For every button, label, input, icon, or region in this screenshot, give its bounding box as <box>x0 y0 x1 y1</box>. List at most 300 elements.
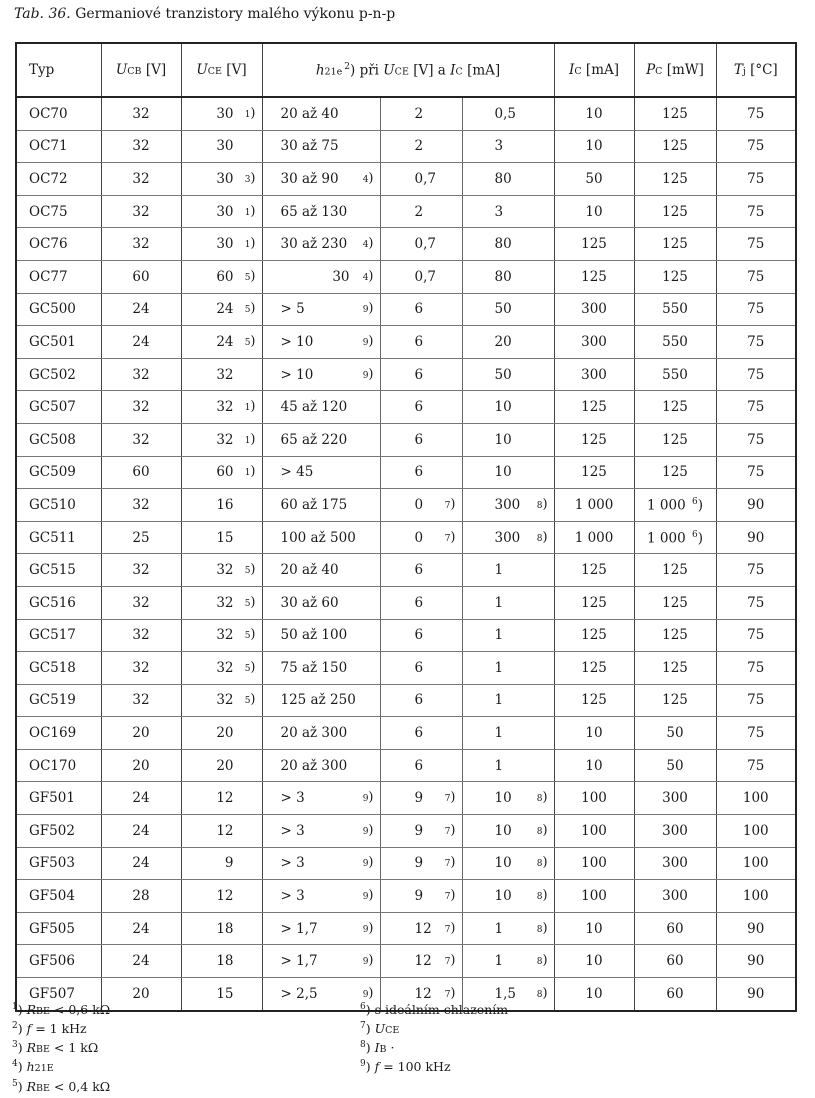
table-row <box>16 749 796 782</box>
cell-uce: 16 <box>181 489 262 522</box>
footnote-ref: 5 ) <box>245 334 256 349</box>
footnote-ref: 7 ) <box>445 529 456 544</box>
cell-ic: 300 <box>554 293 634 326</box>
cell-pc: 125 <box>634 163 716 196</box>
cell-h21e: 20 až 300 <box>262 749 380 782</box>
cell-ucb: 32 <box>101 358 181 391</box>
footnote-ref: 1 ) <box>245 464 256 479</box>
table-row <box>16 782 796 815</box>
cell-uce: 12 <box>181 815 262 848</box>
cell-tj: 75 <box>716 163 796 196</box>
cell-ucb: 32 <box>101 391 181 424</box>
footnote-ref: 9 ) <box>363 366 374 381</box>
footnote-ref: 9 ) <box>363 986 374 1001</box>
cell-h-uce: 6 <box>380 391 462 424</box>
footnote-ref: 9 ) <box>363 953 374 968</box>
table-row <box>16 717 796 750</box>
cell-ucb: 32 <box>101 130 181 163</box>
cell-h-uce: 9 7 ) <box>380 782 462 815</box>
cell-tj: 75 <box>716 684 796 717</box>
footnote-ref: 4 ) <box>363 171 374 186</box>
footnote-ref: 6 <box>691 529 698 540</box>
cell-h-uce: 6 <box>380 586 462 619</box>
cell-h-uce: 6 <box>380 293 462 326</box>
cell-typ: GC516 <box>16 586 101 619</box>
cell-uce: 30 1 ) <box>181 195 262 228</box>
footnote-ref: 8 ) <box>537 920 548 935</box>
cell-ic: 125 <box>554 554 634 587</box>
cell-pc: 60 <box>634 978 716 1011</box>
table-row <box>16 228 796 261</box>
table-row <box>16 880 796 913</box>
cell-h-ic: 50 <box>462 293 554 326</box>
cell-h-uce: 6 <box>380 619 462 652</box>
cell-h21e: > 3 9 ) <box>262 847 380 880</box>
cell-h-ic: 10 <box>462 423 554 456</box>
cell-h21e: > 10 9 ) <box>262 326 380 359</box>
footnote-ref: 9 ) <box>363 855 374 870</box>
cell-ucb: 24 <box>101 847 181 880</box>
cell-pc: 125 <box>634 228 716 261</box>
cell-h-uce: 6 <box>380 358 462 391</box>
cell-h-ic: 1 <box>462 717 554 750</box>
cell-h-uce: 0,7 <box>380 260 462 293</box>
cell-tj: 75 <box>716 97 796 130</box>
footnotes-right <box>360 1000 508 1077</box>
cell-typ: GC508 <box>16 423 101 456</box>
cell-typ: GF501 <box>16 782 101 815</box>
cell-ic: 100 <box>554 880 634 913</box>
footnote-ref: 7 ) <box>445 920 456 935</box>
cell-uce: 18 <box>181 945 262 978</box>
cell-h-ic: 10 8 ) <box>462 847 554 880</box>
cell-pc: 125 <box>634 619 716 652</box>
footnote-ref: 7 ) <box>445 888 456 903</box>
cell-tj: 75 <box>716 260 796 293</box>
cell-ic: 125 <box>554 228 634 261</box>
cell-ucb: 24 <box>101 293 181 326</box>
cell-h-uce: 2 <box>380 195 462 228</box>
cell-tj: 75 <box>716 293 796 326</box>
cell-h21e: 30 až 90 4 ) <box>262 163 380 196</box>
cell-typ: GF505 <box>16 912 101 945</box>
cell-tj: 90 <box>716 912 796 945</box>
cell-typ: OC70 <box>16 97 101 130</box>
cell-typ: GC502 <box>16 358 101 391</box>
cell-pc: 125 <box>634 586 716 619</box>
cell-uce: 20 <box>181 749 262 782</box>
cell-ucb: 32 <box>101 554 181 587</box>
cell-h-ic: 1 <box>462 586 554 619</box>
cell-uce: 9 <box>181 847 262 880</box>
table-row <box>16 195 796 228</box>
table-row <box>16 97 796 130</box>
cell-uce: 30 1 ) <box>181 97 262 130</box>
cell-typ: GC500 <box>16 293 101 326</box>
cell-tj: 75 <box>716 652 796 685</box>
cell-pc: 60 <box>634 945 716 978</box>
cell-h-ic: 50 <box>462 358 554 391</box>
cell-ic: 10 <box>554 945 634 978</box>
footnote-ref: 9 ) <box>363 301 374 316</box>
cell-typ: GC515 <box>16 554 101 587</box>
table-row <box>16 586 796 619</box>
cell-h21e: 45 až 120 <box>262 391 380 424</box>
footnotes-left <box>12 1000 110 1096</box>
cell-pc: 60 <box>634 912 716 945</box>
cell-ic: 100 <box>554 847 634 880</box>
cell-ic: 10 <box>554 749 634 782</box>
cell-ucb: 32 <box>101 619 181 652</box>
footnote: $^6$) s ideálním chlazením <box>360 1002 509 1018</box>
cell-pc: 125 <box>634 130 716 163</box>
cell-uce: 24 5 ) <box>181 293 262 326</box>
cell-h-ic: 80 <box>462 228 554 261</box>
footnote: $^9$) f = 100 kHz <box>360 1059 451 1075</box>
cell-tj: 75 <box>716 749 796 782</box>
table-row <box>16 456 796 489</box>
footnote-ref: 1 ) <box>245 203 256 218</box>
cell-typ: OC77 <box>16 260 101 293</box>
cell-h21e: > 3 9 ) <box>262 880 380 913</box>
cell-h-ic: 1 <box>462 684 554 717</box>
cell-pc: 125 <box>634 456 716 489</box>
cell-pc: 1 000 $^6$) <box>634 489 716 522</box>
cell-tj: 75 <box>716 228 796 261</box>
cell-ic: 300 <box>554 358 634 391</box>
cell-tj: 90 <box>716 489 796 522</box>
cell-typ: OC72 <box>16 163 101 196</box>
table-row <box>16 619 796 652</box>
cell-tj: 90 <box>716 945 796 978</box>
cell-uce: 32 <box>181 358 262 391</box>
table-row <box>16 684 796 717</box>
cell-pc: 125 <box>634 652 716 685</box>
cell-pc: 50 <box>634 717 716 750</box>
cell-h-ic: 1 <box>462 749 554 782</box>
footnote-ref: 5 ) <box>245 594 256 609</box>
cell-pc: 300 <box>634 880 716 913</box>
cell-uce: 15 <box>181 521 262 554</box>
cell-ucb: 20 <box>101 749 181 782</box>
cell-uce: 32 1 ) <box>181 391 262 424</box>
cell-tj: 75 <box>716 130 796 163</box>
cell-h-uce: 9 7 ) <box>380 847 462 880</box>
cell-uce: 30 1 ) <box>181 228 262 261</box>
cell-uce: 18 <box>181 912 262 945</box>
cell-typ: GC509 <box>16 456 101 489</box>
cell-typ: OC170 <box>16 749 101 782</box>
footnote-ref: 4 ) <box>363 269 374 284</box>
cell-ic: 10 <box>554 97 634 130</box>
cell-h21e: 125 až 250 <box>262 684 380 717</box>
cell-h-uce: 0,7 <box>380 163 462 196</box>
footnote: $^7$) UCE <box>360 1021 400 1037</box>
cell-h-ic: 1,5 8 ) <box>462 978 554 1011</box>
footnote-ref: 8 ) <box>537 986 548 1001</box>
cell-pc: 125 <box>634 684 716 717</box>
header-row <box>16 43 796 97</box>
table-body <box>16 97 796 1011</box>
cell-tj: 75 <box>716 619 796 652</box>
cell-pc: 125 <box>634 260 716 293</box>
cell-ucb: 60 <box>101 260 181 293</box>
cell-h21e: 75 až 150 <box>262 652 380 685</box>
cell-tj: 90 <box>716 521 796 554</box>
cell-tj: 100 <box>716 815 796 848</box>
table-row <box>16 130 796 163</box>
header-uce: UCE [V] <box>181 43 262 97</box>
cell-typ: GC501 <box>16 326 101 359</box>
cell-h21e: 20 až 40 <box>262 97 380 130</box>
cell-ic: 10 <box>554 978 634 1011</box>
cell-uce: 32 5 ) <box>181 684 262 717</box>
cell-h21e: > 10 9 ) <box>262 358 380 391</box>
cell-ic: 125 <box>554 652 634 685</box>
cell-h-ic: 3 <box>462 130 554 163</box>
cell-ucb: 32 <box>101 228 181 261</box>
footnote-ref: 7 ) <box>445 986 456 1001</box>
cell-h-ic: 10 8 ) <box>462 880 554 913</box>
cell-pc: 550 <box>634 326 716 359</box>
table-row <box>16 945 796 978</box>
cell-typ: GF507 <box>16 978 101 1011</box>
cell-h-ic: 300 8 ) <box>462 489 554 522</box>
footnote-ref: 8 ) <box>537 497 548 512</box>
cell-uce: 30 <box>181 130 262 163</box>
cell-uce: 15 <box>181 978 262 1011</box>
footnote-ref: 1 ) <box>245 431 256 446</box>
cell-pc: 300 <box>634 847 716 880</box>
cell-ucb: 20 <box>101 978 181 1011</box>
table-row <box>16 652 796 685</box>
footnote-ref: 7 ) <box>445 953 456 968</box>
cell-ucb: 24 <box>101 945 181 978</box>
cell-h-uce: 12 7 ) <box>380 912 462 945</box>
table-row <box>16 423 796 456</box>
cell-ucb: 32 <box>101 195 181 228</box>
cell-pc: 125 <box>634 195 716 228</box>
footnote-ref: 5 ) <box>245 627 256 642</box>
cell-typ: GC519 <box>16 684 101 717</box>
table-row <box>16 260 796 293</box>
cell-h21e: 30 až 60 <box>262 586 380 619</box>
cell-h21e: 60 až 175 <box>262 489 380 522</box>
cell-h21e: > 2,5 9 ) <box>262 978 380 1011</box>
footnote-ref: 5 ) <box>245 269 256 284</box>
cell-ucb: 32 <box>101 586 181 619</box>
cell-ic: 125 <box>554 260 634 293</box>
cell-h-ic: 1 <box>462 652 554 685</box>
table-row <box>16 358 796 391</box>
footnote-ref: 6 <box>691 496 698 507</box>
table-row <box>16 326 796 359</box>
cell-tj: 75 <box>716 717 796 750</box>
cell-uce: 24 5 ) <box>181 326 262 359</box>
footnote-ref: 5 ) <box>245 692 256 707</box>
footnote-ref: 9 ) <box>363 790 374 805</box>
cell-typ: GF504 <box>16 880 101 913</box>
cell-h21e: > 1,7 9 ) <box>262 912 380 945</box>
cell-h-uce: 6 <box>380 684 462 717</box>
cell-h-ic: 1 <box>462 619 554 652</box>
footnote-ref: 5 ) <box>245 301 256 316</box>
footnote-ref: 9 ) <box>363 888 374 903</box>
table-row <box>16 847 796 880</box>
header-typ: Typ <box>16 43 101 97</box>
header-h21e: h21e $^2$) při UCE [V] a IC [mA] <box>262 43 554 97</box>
cell-typ: GC510 <box>16 489 101 522</box>
cell-uce: 60 5 ) <box>181 260 262 293</box>
footnote: $^5$) RBE < 0,4 kΩ <box>12 1078 111 1094</box>
cell-uce: 32 5 ) <box>181 586 262 619</box>
footnote-ref: 1 ) <box>245 106 256 121</box>
footnote-ref: 8 ) <box>537 855 548 870</box>
cell-h21e: 100 až 500 <box>262 521 380 554</box>
cell-typ: GC517 <box>16 619 101 652</box>
cell-ucb: 25 <box>101 521 181 554</box>
cell-pc: 550 <box>634 358 716 391</box>
cell-pc: 1 000 $^6$) <box>634 521 716 554</box>
cell-h-uce: 6 <box>380 423 462 456</box>
cell-h21e: > 3 9 ) <box>262 815 380 848</box>
cell-h-uce: 0 7 ) <box>380 521 462 554</box>
table-row <box>16 163 796 196</box>
cell-uce: 12 <box>181 782 262 815</box>
cell-ucb: 32 <box>101 423 181 456</box>
cell-typ: GC507 <box>16 391 101 424</box>
cell-h21e: > 5 9 ) <box>262 293 380 326</box>
table-row <box>16 391 796 424</box>
cell-h21e: > 1,7 9 ) <box>262 945 380 978</box>
cell-uce: 32 1 ) <box>181 423 262 456</box>
footnote-ref: 5 ) <box>245 562 256 577</box>
cell-h21e: 65 až 130 <box>262 195 380 228</box>
footnote-ref: 5 ) <box>245 660 256 675</box>
cell-h-uce: 6 <box>380 652 462 685</box>
cell-ucb: 24 <box>101 326 181 359</box>
cell-ucb: 32 <box>101 97 181 130</box>
table-row <box>16 815 796 848</box>
cell-pc: 300 <box>634 815 716 848</box>
table-row <box>16 554 796 587</box>
cell-h21e: 20 až 40 <box>262 554 380 587</box>
cell-ucb: 60 <box>101 456 181 489</box>
cell-h21e: 20 až 300 <box>262 717 380 750</box>
footnote-ref: 9 ) <box>363 823 374 838</box>
cell-h-uce: 6 <box>380 749 462 782</box>
header-tj: Tj [°C] <box>716 43 796 97</box>
footnote-ref: 8 ) <box>537 823 548 838</box>
footnote: $^3$) RBE < 1 kΩ <box>12 1040 99 1056</box>
cell-tj: 75 <box>716 358 796 391</box>
cell-ucb: 32 <box>101 652 181 685</box>
footnote-ref: 1 ) <box>245 236 256 251</box>
cell-ucb: 24 <box>101 912 181 945</box>
cell-typ: GF503 <box>16 847 101 880</box>
cell-h-uce: 2 <box>380 130 462 163</box>
cell-ucb: 32 <box>101 684 181 717</box>
table-caption <box>14 6 395 22</box>
cell-h-ic: 10 8 ) <box>462 815 554 848</box>
cell-pc: 50 <box>634 749 716 782</box>
cell-ucb: 32 <box>101 489 181 522</box>
cell-ic: 100 <box>554 782 634 815</box>
cell-h-uce: 0,7 <box>380 228 462 261</box>
cell-h-ic: 1 8 ) <box>462 945 554 978</box>
cell-ic: 300 <box>554 326 634 359</box>
cell-typ: GF502 <box>16 815 101 848</box>
footnote-ref: 8 ) <box>537 953 548 968</box>
cell-ic: 125 <box>554 456 634 489</box>
cell-pc: 125 <box>634 391 716 424</box>
cell-h-ic: 3 <box>462 195 554 228</box>
cell-ic: 10 <box>554 912 634 945</box>
caption-number: Tab. 36. <box>14 6 71 22</box>
footnote-ref: 4 ) <box>363 236 374 251</box>
cell-ic: 1 000 <box>554 489 634 522</box>
cell-ucb: 24 <box>101 815 181 848</box>
cell-pc: 125 <box>634 97 716 130</box>
footnote-ref: 8 ) <box>537 529 548 544</box>
cell-h-ic: 10 <box>462 391 554 424</box>
cell-h-uce: 6 <box>380 554 462 587</box>
cell-ic: 10 <box>554 717 634 750</box>
cell-tj: 75 <box>716 586 796 619</box>
cell-tj: 100 <box>716 880 796 913</box>
cell-tj: 90 <box>716 978 796 1011</box>
cell-tj: 75 <box>716 423 796 456</box>
cell-h-ic: 1 <box>462 554 554 587</box>
cell-h-uce: 12 7 ) <box>380 978 462 1011</box>
cell-uce: 32 5 ) <box>181 554 262 587</box>
cell-ic: 125 <box>554 423 634 456</box>
cell-ucb: 20 <box>101 717 181 750</box>
table-row <box>16 912 796 945</box>
table-row <box>16 489 796 522</box>
cell-h-uce: 0 7 ) <box>380 489 462 522</box>
cell-h21e: 30 až 75 <box>262 130 380 163</box>
cell-typ: OC169 <box>16 717 101 750</box>
cell-ic: 50 <box>554 163 634 196</box>
footnote-ref: 7 ) <box>445 497 456 512</box>
cell-ic: 125 <box>554 586 634 619</box>
cell-h-ic: 1 8 ) <box>462 912 554 945</box>
footnote: $^8$) IB · <box>360 1040 395 1056</box>
transistor-table <box>15 42 797 1012</box>
footnote-ref: 9 ) <box>363 920 374 935</box>
cell-h-ic: 10 8 ) <box>462 782 554 815</box>
footnote-ref: 7 ) <box>445 823 456 838</box>
footnote-ref: 7 ) <box>445 855 456 870</box>
footnote-ref: 8 ) <box>537 790 548 805</box>
footnote-ref: 8 ) <box>537 888 548 903</box>
footnote-ref: 9 ) <box>363 334 374 349</box>
cell-pc: 550 <box>634 293 716 326</box>
cell-tj: 75 <box>716 456 796 489</box>
table-row <box>16 293 796 326</box>
table-row <box>16 521 796 554</box>
cell-typ: OC76 <box>16 228 101 261</box>
cell-typ: GC518 <box>16 652 101 685</box>
cell-ic: 125 <box>554 684 634 717</box>
cell-h-uce: 9 7 ) <box>380 815 462 848</box>
header-ucb: UCB [V] <box>101 43 181 97</box>
cell-h-ic: 20 <box>462 326 554 359</box>
cell-ucb: 28 <box>101 880 181 913</box>
cell-tj: 75 <box>716 195 796 228</box>
cell-pc: 125 <box>634 423 716 456</box>
